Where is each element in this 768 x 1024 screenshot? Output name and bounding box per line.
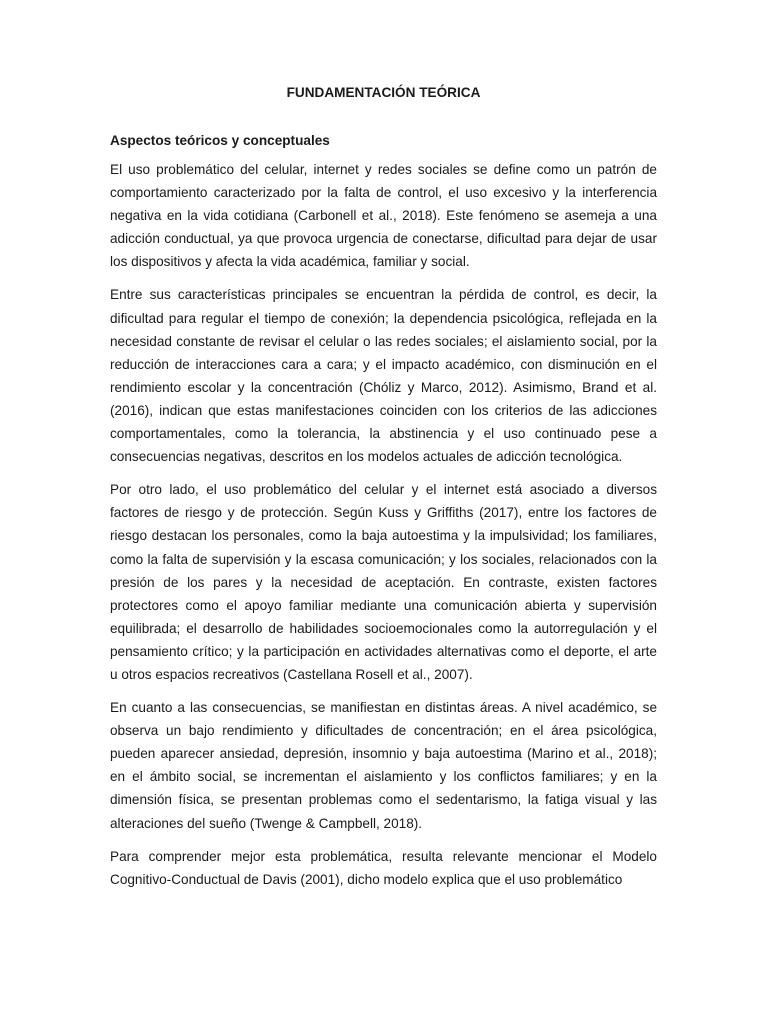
paragraph-risk-factors: Por otro lado, el uso problemático del celular y el internet está asociado a diversos factores de riesgo y de protección. Según Kuss y Griffiths (2017), entre los factores de riesgo destacan los personales, como la baja autoestima y la impulsividad; los familiares, como la falta de supervisión y la escasa comunicación; y los sociales, relacionados con la presión de los pares y la necesidad de aceptación. En contraste, existen factores protectores como el apoyo familiar mediante una comunicación abierta y supervisión equilibrada; el desarrollo de habilidades socioemocionales como la autorregulación y el pensamiento crítico; y la participación en actividades alternativas como el deporte, el arte u otros espacios recreativos (Castellana Rosell et al., 2007).	[110, 482, 657, 682]
paragraph-characteristics: Entre sus características principales se encuentran la pérdida de control, es decir, la dificultad para regular el tiempo de conexión; la dependencia psicológica, reflejada en la necesidad constante de revisar el celular o las redes sociales; el aislamiento social, por la reducción de interacciones cara a cara; y el impacto académico, con disminución en el rendimiento escolar y la concentración (Chóliz y Marco, 2012). Asimismo, Brand et al. (2016), indican que estas manifestaciones coinciden con los criterios de las adicciones comportamentales, como la tolerancia, la abstinencia y el uso continuado pese a consecuencias negativas, descritos en los modelos actuales de adicción tecnológica.	[110, 287, 657, 465]
paragraph-definition: El uso problemático del celular, internet y redes sociales se define como un patrón de comportamiento caracterizado por la falta de control, el uso excesivo y la interferencia negativa en la vida cotidiana (Carbonell et al., 2018). Este fenómeno se asemeja a una adicción conductual, ya que provoca urgencia de conectarse, dificultad para dejar de usar los dispositivos y afecta la vida académica, familiar y social.	[110, 162, 657, 270]
document-page	[110, 84, 657, 901]
paragraph-model: Para comprender mejor esta problemática, resulta relevante mencionar el Modelo Cognitivo-Conductual de Davis (2001), dicho modelo explica que el uso problemático	[110, 848, 657, 887]
document-title: FUNDAMENTACIÓN TEÓRICA	[286, 85, 481, 100]
paragraph-consequences: En cuanto a las consecuencias, se manifiestan en distintas áreas. A nivel académico, se observa un bajo rendimiento y dificultades de concentración; en el área psicológica, pueden aparecer ansiedad, depresión, insomnio y baja autoestima (Marino et al., 2018); en el ámbito social, se incrementan el aislamiento y los conflictos familiares; y en la dimensión física, se presentan problemas como el sedentarismo, la fatiga visual y las alteraciones del sueño (Twenge & Campbell, 2018).	[110, 700, 657, 831]
section-subheading: Aspectos teóricos y conceptuales	[110, 133, 330, 148]
